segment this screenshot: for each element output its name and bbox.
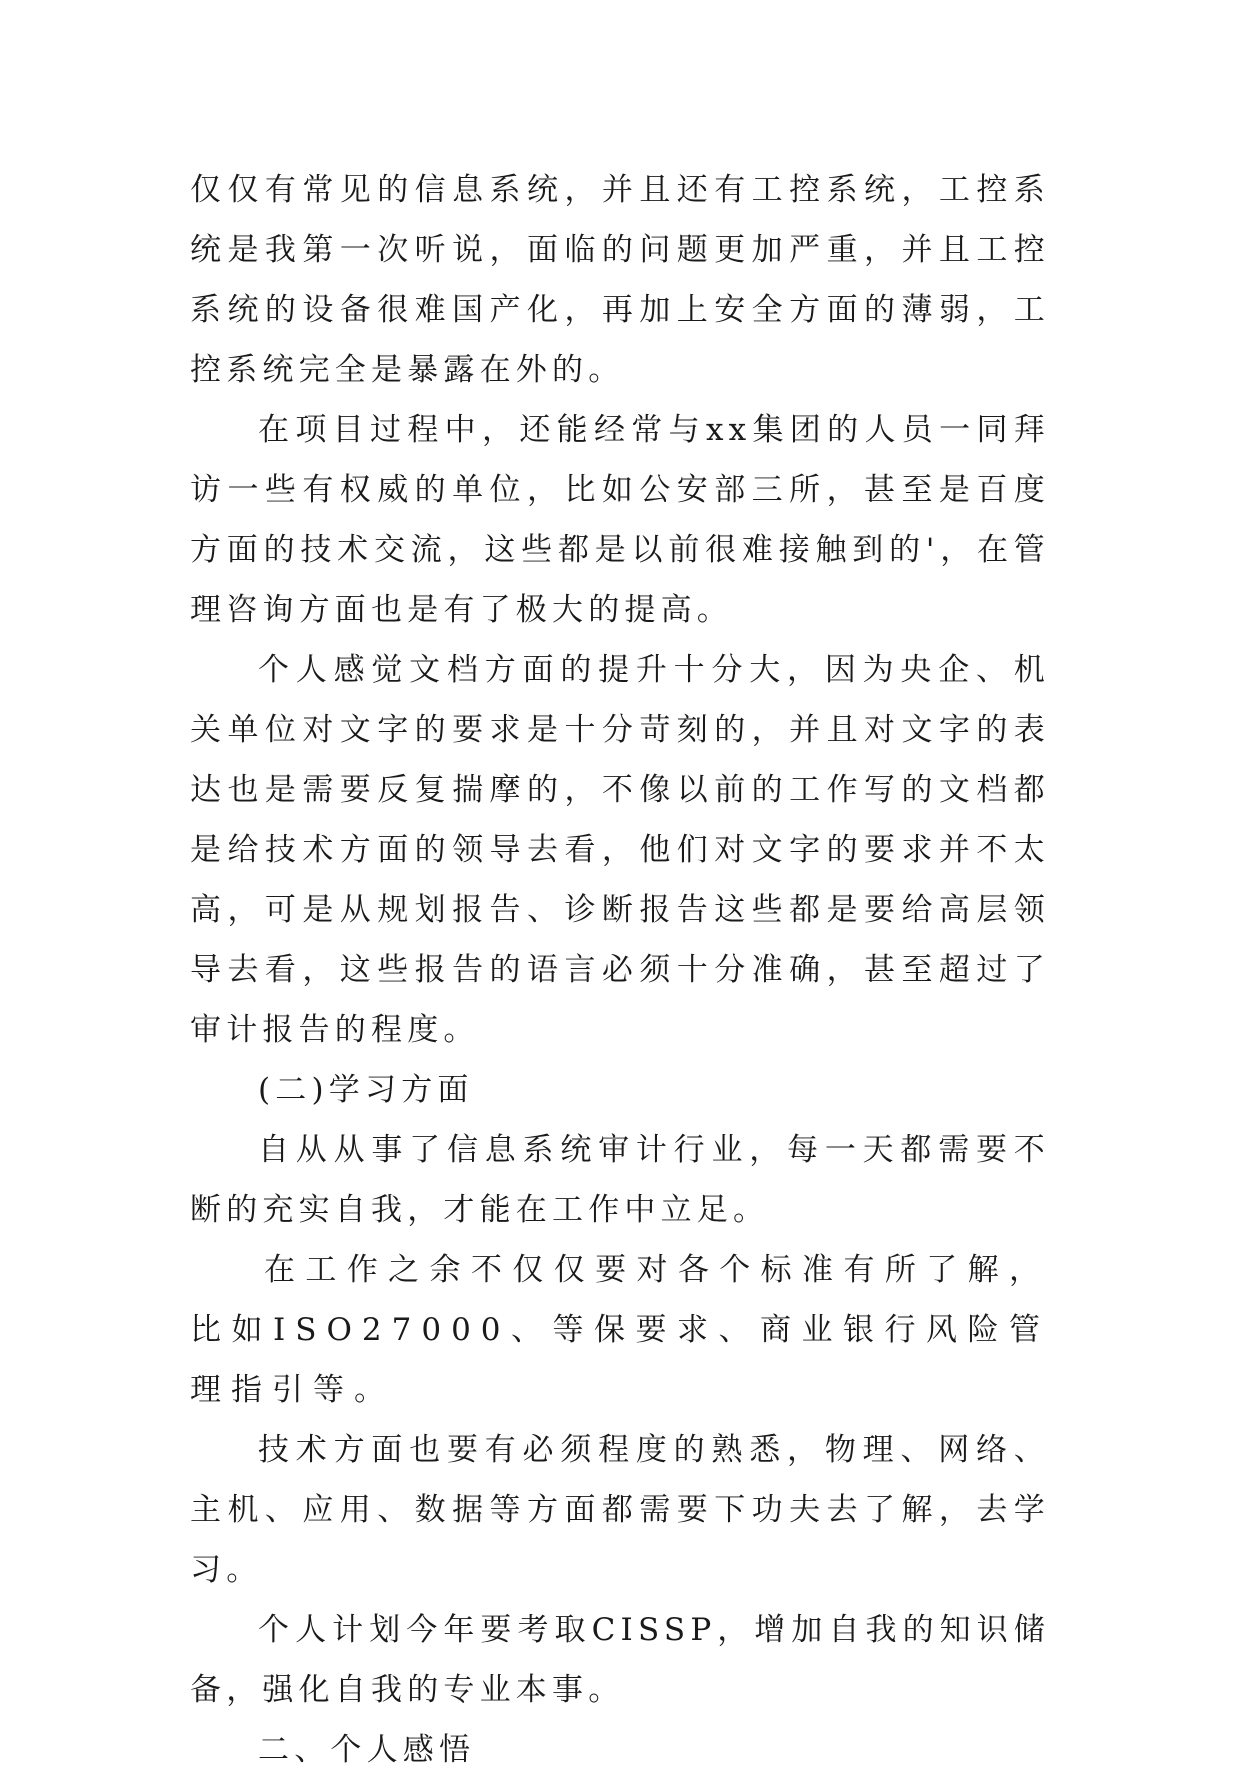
section-heading-learning: (二)学习方面 — [258, 1072, 474, 1108]
paragraph-technical-skills: 技术方面也要有必须程度的熟悉，物理、网络、主机、应用、数据等方面都需要下功夫去了解，去学习。 — [190, 1432, 1050, 1588]
paragraph-continuation: 仅仅有常见的信息系统，并且还有工控系统，工控系统是我第一次听说，面临的问题更加严重，并且工控系统的设备很难国产化，再加上安全方面的薄弱，工控系统完全是暴露在外的。 — [190, 172, 1050, 388]
document-body — [190, 160, 1050, 1780]
paragraph-project-experience: 在项目过程中，还能经常与xx集团的人员一同拜访一些有权威的单位，比如公安部三所，甚至是百度方面的技术交流，这些都是以前很难接触到的'，在管理咨询方面也是有了极大的提高。 — [190, 412, 1050, 628]
paragraph-self-improvement: 自从从事了信息系统审计行业，每一天都需要不断的充实自我，才能在工作中立足。 — [190, 1132, 1050, 1228]
section-heading-reflection: 二、个人感悟 — [258, 1732, 476, 1768]
paragraph-cissp-plan: 个人计划今年要考取CISSP，增加自我的知识储备，强化自我的专业本事。 — [190, 1612, 1050, 1708]
paragraph-standards: 在工作之余不仅仅要对各个标准有所了解，比如ISO27000、等保要求、商业银行风险管理指引等。 — [190, 1252, 1050, 1408]
paragraph-document-skills: 个人感觉文档方面的提升十分大，因为央企、机关单位对文字的要求是十分苛刻的，并且对文字的表达也是需要反复揣摩的，不像以前的工作写的文档都是给技术方面的领导去看，他们对文字的要求并不太高，可是从规划报告、诊断报告这些都是要给高层领导去看，这些报告的语言必须十分准确，甚至超过了审计报告的程度。 — [190, 652, 1050, 1048]
